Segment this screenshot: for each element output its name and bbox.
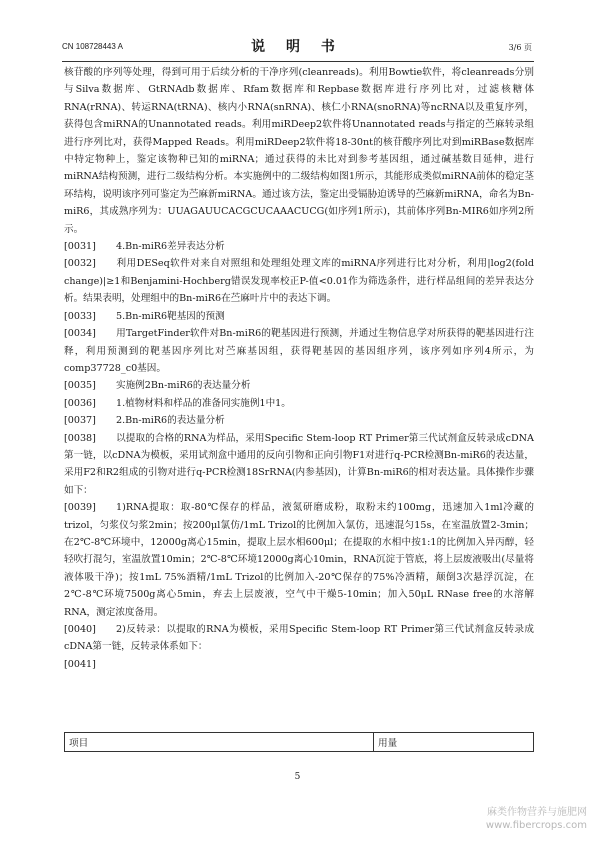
paragraph-0037 <box>64 412 534 429</box>
paragraph-0039 <box>64 499 534 621</box>
paragraph-text: 4.Bn-miR6差异表达分析 <box>116 241 225 253</box>
paragraph-number: [0037] <box>64 415 96 427</box>
paragraph-number: [0031] <box>64 241 96 253</box>
table-header-item: 项目 <box>65 733 374 752</box>
watermark-line-1: 麻类作物营养与施肥网 <box>487 807 587 818</box>
paragraph-number: [0032] <box>64 258 96 270</box>
paragraph-number: [0034] <box>64 328 96 340</box>
paragraph-text: 用TargetFinder软件对Bn-miR6的靶基因进行预测，并通过生物信息学对所获得的靶基因进行注释，利用预测到的靶基因序列比对苎麻基因组，获得靶基因的基因组序列，该序列如序列4所示，为comp37728_c0基因。 <box>64 328 534 374</box>
table-header-row <box>65 733 534 752</box>
patent-number: CN 108728443 A <box>62 42 123 51</box>
watermark <box>486 806 587 832</box>
header-divider <box>62 61 534 62</box>
paragraph-0040 <box>64 621 534 656</box>
paragraph-number: [0035] <box>64 380 96 392</box>
paragraph-number: [0038] <box>64 432 96 444</box>
paragraph-0041 <box>64 656 534 673</box>
paragraph-text: 以提取的合格的RNA为样品，采用Specific Stem-loop RT Primer第三代试剂盒反转录成cDNA第一链，以cDNA为模板，采用试剂盒中通用的反向引物和正向引物F1对进行q-PCR检测Bn-miR6的表达量，采用F2和R2组成的引物对进行q-PCR检测18SrRNA(内参基因)，计算Bn-miR6的相对表达量。具体操作步骤如下： <box>64 432 534 496</box>
paragraph-text: 2.Bn-miR6的表达量分析 <box>116 415 225 427</box>
paragraph-text: 1.植物材料和样品的准备同实施例1中1。 <box>116 397 291 409</box>
paragraph-number: [0041] <box>64 658 96 670</box>
watermark-line-2: www.fibercrops.com <box>485 820 587 831</box>
paragraph-text: 核苷酸的序列等处理，得到可用于后续分析的干净序列(cleanreads)。利用Bowtie软件，将cleanreads分别与Silva数据库、GtRNAdb数据库、Rfam数据库和Repbase数据库进行序列比对，过滤核糖体RNA(rRNA)、转运RNA(tRNA)、核内小RNA(snRNA)、核仁小RNA(snoRNA)等ncRNA以及重复序列，获得包含miRNA的Unannotated reads。利用miRDeep2软件将Unannotated reads与指定的苎麻转录组进行序列比对，获得Mapped Reads。利用miRDeep2软件将18-30nt的核苷酸序列比对到miRBase数据库中特定物种上，鉴定该物种已知的miRNA；通过获得的未比对到参考基因组，通过碱基数目延伸，进行miRNA结构预测，进行二级结构分析。本实施例中的二级结构如图1所示，其能形成类似miRNA前体的稳定茎环结构，说明该序列可鉴定为苎麻新miRNA。通过该方法，鉴定出受镉胁迫诱导的苎麻新miRNA，命名为Bn-miR6，其成熟序列为：UUAGAUUCACGCUCAAACUCG(如序列1所示)，其前体序列Bn-MIR6如序列2所示。 <box>64 67 534 235</box>
paragraph-text: 利用DESeq软件对来自对照组和处理组处理文库的miRNA序列进行比对分析，利用|log2(fold change)|≥1和Benjamini-Hochberg错误发现率校正P-值<0.01作为筛选条件，进行样品组间的差异表达分析。结果表明，处理组中的Bn-miR6在苎麻叶片中的表达下调。 <box>64 258 534 305</box>
paragraph-text: 1)RNA提取：取-80℃保存的样品，液氮研磨成粉，取粉末约100mg，迅速加入1ml冷藏的trizol，匀浆仪匀浆2min；按200μl氯仿/1mL Trizol的比例加入氯仿，迅速混匀15s，在室温放置2-3min；在2℃-8℃环境中，12000g离心15min，提取上层水相600μl；在提取的水相中按1:1的比例加入异丙醇，轻轻吹打混匀，室温放置10min；2℃-8℃环境12000g离心10min，RNA沉淀于管底，将上层废液吸出(尽量将液体吸干净)；按1mL 75%酒精/1mL Trizol的比例加入-20℃保存的75%冷酒精，颠倒3次悬浮沉淀，在2℃-8℃环境7500g离心5min，弃去上层废液，空气中干燥5-10min；加入50μL RNase free的水溶解RNA，测定浓度备用。 <box>64 502 534 618</box>
document-body <box>64 64 534 673</box>
paragraph-0035 <box>64 377 534 394</box>
paragraph-0030-cont <box>64 64 534 238</box>
paragraph-text: 实施例2Bn-miR6的表达量分析 <box>116 380 251 392</box>
document-title: 说 明 书 <box>251 39 343 55</box>
paragraph-0032 <box>64 255 534 307</box>
paragraph-0036 <box>64 395 534 412</box>
page-header <box>62 36 532 58</box>
paragraph-number: [0033] <box>64 310 96 322</box>
paragraph-text: 2)反转录：以提取的RNA为模板，采用Specific Stem-loop RT Primer第三代试剂盒反转录成cDNA第一链，反转录体系如下： <box>64 624 534 653</box>
table-header-amount: 用量 <box>374 733 534 752</box>
paragraph-text: 5.Bn-miR6靶基因的预测 <box>116 310 225 322</box>
paragraph-number: [0040] <box>64 624 96 635</box>
paragraph-0033 <box>64 308 534 325</box>
paragraph-0034 <box>64 325 534 377</box>
page-ratio: 3/6 页 <box>508 43 532 52</box>
paragraph-number: [0039] <box>64 502 96 514</box>
page-number: 5 <box>294 772 301 782</box>
reagent-table <box>64 732 534 752</box>
paragraph-number: [0036] <box>64 397 96 409</box>
paragraph-0038 <box>64 430 534 500</box>
paragraph-0031 <box>64 238 534 255</box>
